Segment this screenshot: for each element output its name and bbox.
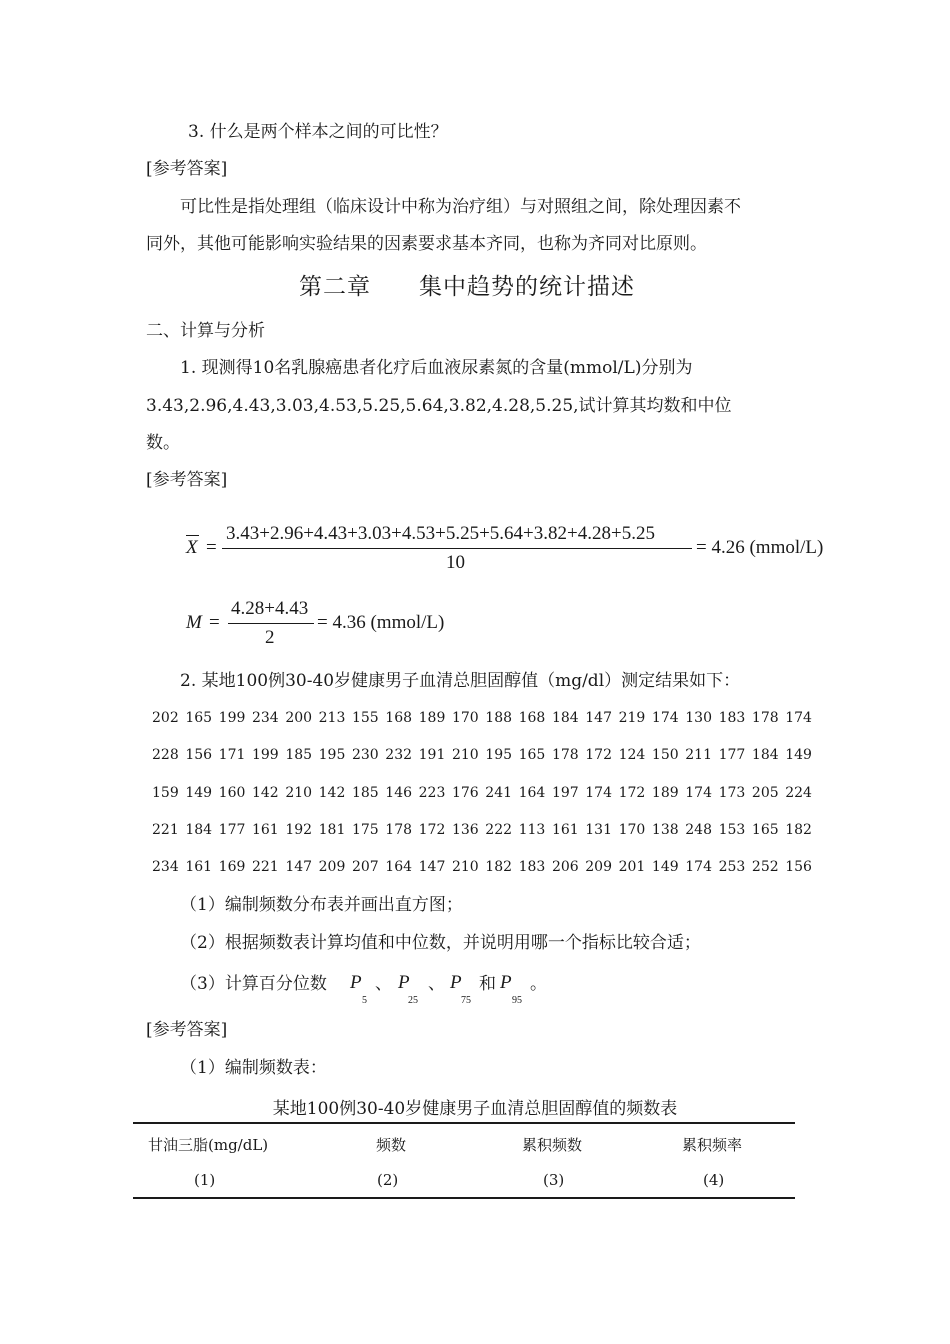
- data-value: 177: [718, 747, 746, 763]
- data-value: 205: [751, 785, 779, 801]
- question-1-line-2: 3.43,2.96,4.43,3.03,4.53,5.25,5.64,3.82,4.28,5.25,试计算其均数和中位: [146, 396, 732, 416]
- section-heading: 二、计算与分析: [146, 321, 265, 341]
- percentile-subscript: 25: [408, 995, 418, 1006]
- data-value: 153: [718, 822, 746, 838]
- data-value: 174: [585, 785, 612, 801]
- data-value: 159: [152, 785, 179, 801]
- percentile-subscript: 75: [461, 995, 471, 1006]
- task-1: （1）编制频数分布表并画出直方图；: [180, 895, 463, 915]
- data-value: 191: [418, 747, 446, 763]
- data-value: 222: [485, 822, 513, 838]
- data-value: 178: [751, 710, 779, 726]
- data-value: 184: [185, 822, 213, 838]
- data-value: 138: [651, 822, 679, 838]
- data-value: 221: [251, 859, 279, 875]
- data-value: 197: [551, 785, 579, 801]
- data-value: 230: [351, 747, 379, 763]
- median-result: = 4.36 (mmol/L): [317, 612, 445, 633]
- data-row: [152, 747, 812, 763]
- fraction-bar: [228, 623, 314, 624]
- data-value: 241: [485, 785, 513, 801]
- median-denominator: 2: [265, 627, 275, 648]
- data-value: 211: [685, 747, 712, 763]
- data-value: 209: [318, 859, 346, 875]
- data-value: 234: [251, 710, 279, 726]
- reference-answer-label: [参考答案]: [146, 470, 228, 490]
- data-value: 248: [685, 822, 712, 838]
- percentile-subscript: 5: [362, 995, 367, 1006]
- data-value: 223: [418, 785, 446, 801]
- data-value: 142: [251, 785, 279, 801]
- data-value: 174: [785, 710, 812, 726]
- data-value: 113: [518, 822, 546, 838]
- data-value: 184: [751, 747, 779, 763]
- fraction-bar: [222, 548, 692, 549]
- data-value: 210: [451, 747, 479, 763]
- data-value: 161: [251, 822, 279, 838]
- percentile-subscript: 95: [512, 995, 522, 1006]
- data-value: 210: [451, 859, 479, 875]
- mean-symbol: X: [186, 537, 198, 558]
- data-row: [152, 710, 812, 726]
- data-value: 168: [385, 710, 413, 726]
- data-value: 156: [785, 859, 812, 875]
- data-value: 234: [152, 859, 179, 875]
- data-value: 149: [785, 747, 812, 763]
- data-value: 192: [285, 822, 313, 838]
- data-value: 253: [718, 859, 746, 875]
- question-1-line-1: 1. 现测得10名乳腺癌患者化疗后血液尿素氮的含量(mmol/L)分别为: [180, 358, 693, 378]
- table-header-cell: 甘油三脂(mg/dL): [148, 1136, 269, 1154]
- data-value: 219: [618, 710, 646, 726]
- data-value: 178: [385, 822, 413, 838]
- data-value: 130: [685, 710, 712, 726]
- data-value: 174: [685, 785, 712, 801]
- table-top-rule: [133, 1122, 795, 1124]
- and-word: 和: [479, 974, 496, 994]
- percentile-symbol: P: [450, 972, 462, 993]
- equals-sign: =: [206, 537, 217, 558]
- reference-answer-label: [参考答案]: [146, 159, 228, 179]
- reference-answer-label: [参考答案]: [146, 1020, 228, 1040]
- data-value: 177: [218, 822, 246, 838]
- data-value: 156: [185, 747, 213, 763]
- answer-1: （1）编制频数表：: [180, 1058, 327, 1078]
- data-value: 182: [785, 822, 812, 838]
- data-value: 150: [651, 747, 679, 763]
- task-2: （2）根据频数表计算均值和中位数，并说明用哪一个指标比较合适；: [180, 933, 701, 953]
- data-value: 168: [518, 710, 546, 726]
- data-value: 199: [251, 747, 279, 763]
- table-header-cell: 累积频率: [682, 1136, 743, 1154]
- data-value: 164: [518, 785, 546, 801]
- task-3-prefix: （3）计算百分位数: [180, 974, 327, 994]
- percentile-symbol: P: [398, 972, 410, 993]
- table-header-rule: [133, 1197, 795, 1199]
- data-value: 155: [351, 710, 379, 726]
- data-value: 201: [618, 859, 646, 875]
- table-column-number: (3): [543, 1171, 565, 1189]
- data-value: 210: [285, 785, 313, 801]
- data-value: 165: [185, 710, 213, 726]
- data-value: 188: [485, 710, 513, 726]
- table-header-cell: 频数: [376, 1136, 407, 1154]
- data-row: [152, 859, 812, 875]
- data-value: 221: [152, 822, 179, 838]
- data-value: 228: [152, 747, 179, 763]
- data-row: [152, 822, 812, 838]
- table-column-number: (2): [377, 1171, 399, 1189]
- data-value: 136: [451, 822, 479, 838]
- overbar: [186, 535, 199, 536]
- data-value: 183: [718, 710, 746, 726]
- data-value: 124: [618, 747, 646, 763]
- question-1-line-3: 数。: [146, 433, 180, 453]
- data-value: 185: [351, 785, 379, 801]
- data-value: 170: [618, 822, 646, 838]
- data-value: 207: [351, 859, 379, 875]
- data-value: 185: [285, 747, 313, 763]
- data-value: 172: [418, 822, 446, 838]
- data-value: 147: [285, 859, 313, 875]
- data-value: 142: [318, 785, 346, 801]
- table-title: 某地100例30-40岁健康男子血清总胆固醇值的频数表: [272, 1099, 678, 1119]
- table-header-cell: 累积频数: [522, 1136, 583, 1154]
- period: 。: [530, 974, 547, 994]
- data-value: 181: [318, 822, 346, 838]
- data-value: 209: [585, 859, 612, 875]
- data-value: 189: [418, 710, 446, 726]
- data-value: 146: [385, 785, 413, 801]
- data-value: 147: [418, 859, 446, 875]
- percentile-symbol: P: [350, 972, 362, 993]
- data-value: 174: [685, 859, 712, 875]
- data-value: 161: [551, 822, 579, 838]
- answer-text-line-2: 同外，其他可能影响实验结果的因素要求基本齐同，也称为齐同对比原则。: [146, 234, 707, 254]
- data-value: 165: [518, 747, 546, 763]
- median-numerator: 4.28+4.43: [231, 598, 309, 619]
- data-value: 200: [285, 710, 313, 726]
- data-value: 195: [485, 747, 513, 763]
- data-value: 224: [785, 785, 812, 801]
- data-value: 206: [551, 859, 579, 875]
- data-value: 189: [651, 785, 679, 801]
- mean-result: = 4.26 (mmol/L): [696, 537, 824, 558]
- chapter-title: 第二章 集中趋势的统计描述: [299, 274, 635, 300]
- data-value: 131: [585, 822, 612, 838]
- percentile-symbol: P: [500, 972, 512, 993]
- data-value: 164: [385, 859, 413, 875]
- mean-numerator: 3.43+2.96+4.43+3.03+4.53+5.25+5.64+3.82+4.28+5.25: [226, 523, 655, 544]
- data-value: 174: [651, 710, 679, 726]
- data-value: 169: [218, 859, 246, 875]
- data-value: 184: [551, 710, 579, 726]
- question-2-line-1: 2. 某地100例30-40岁健康男子血清总胆固醇值（mg/dl）测定结果如下：: [180, 671, 741, 691]
- mean-denominator: 10: [446, 552, 465, 573]
- data-value: 252: [751, 859, 779, 875]
- data-value: 149: [651, 859, 679, 875]
- data-value: 172: [618, 785, 646, 801]
- data-value: 160: [218, 785, 246, 801]
- data-value: 161: [185, 859, 213, 875]
- data-value: 195: [318, 747, 346, 763]
- separator: 、: [428, 974, 445, 994]
- table-column-number: (1): [194, 1171, 216, 1189]
- median-symbol: M: [186, 612, 202, 633]
- data-value: 178: [551, 747, 579, 763]
- data-value: 175: [351, 822, 379, 838]
- separator: 、: [375, 974, 392, 994]
- data-value: 147: [585, 710, 612, 726]
- data-value: 183: [518, 859, 546, 875]
- data-value: 172: [585, 747, 612, 763]
- data-value: 232: [385, 747, 413, 763]
- data-value: 149: [185, 785, 213, 801]
- data-value: 170: [451, 710, 479, 726]
- answer-text-line-1: 可比性是指处理组（临床设计中称为治疗组）与对照组之间，除处理因素不: [180, 197, 741, 217]
- data-value: 182: [485, 859, 513, 875]
- data-value: 171: [218, 747, 246, 763]
- data-value: 199: [218, 710, 246, 726]
- table-column-number: (4): [703, 1171, 725, 1189]
- equals-sign: =: [209, 612, 220, 633]
- data-value: 202: [152, 710, 179, 726]
- question-3: 3. 什么是两个样本之间的可比性？: [188, 122, 448, 142]
- data-value: 165: [751, 822, 779, 838]
- data-value: 176: [451, 785, 479, 801]
- data-row: [152, 785, 812, 801]
- data-value: 173: [718, 785, 746, 801]
- data-value: 213: [318, 710, 346, 726]
